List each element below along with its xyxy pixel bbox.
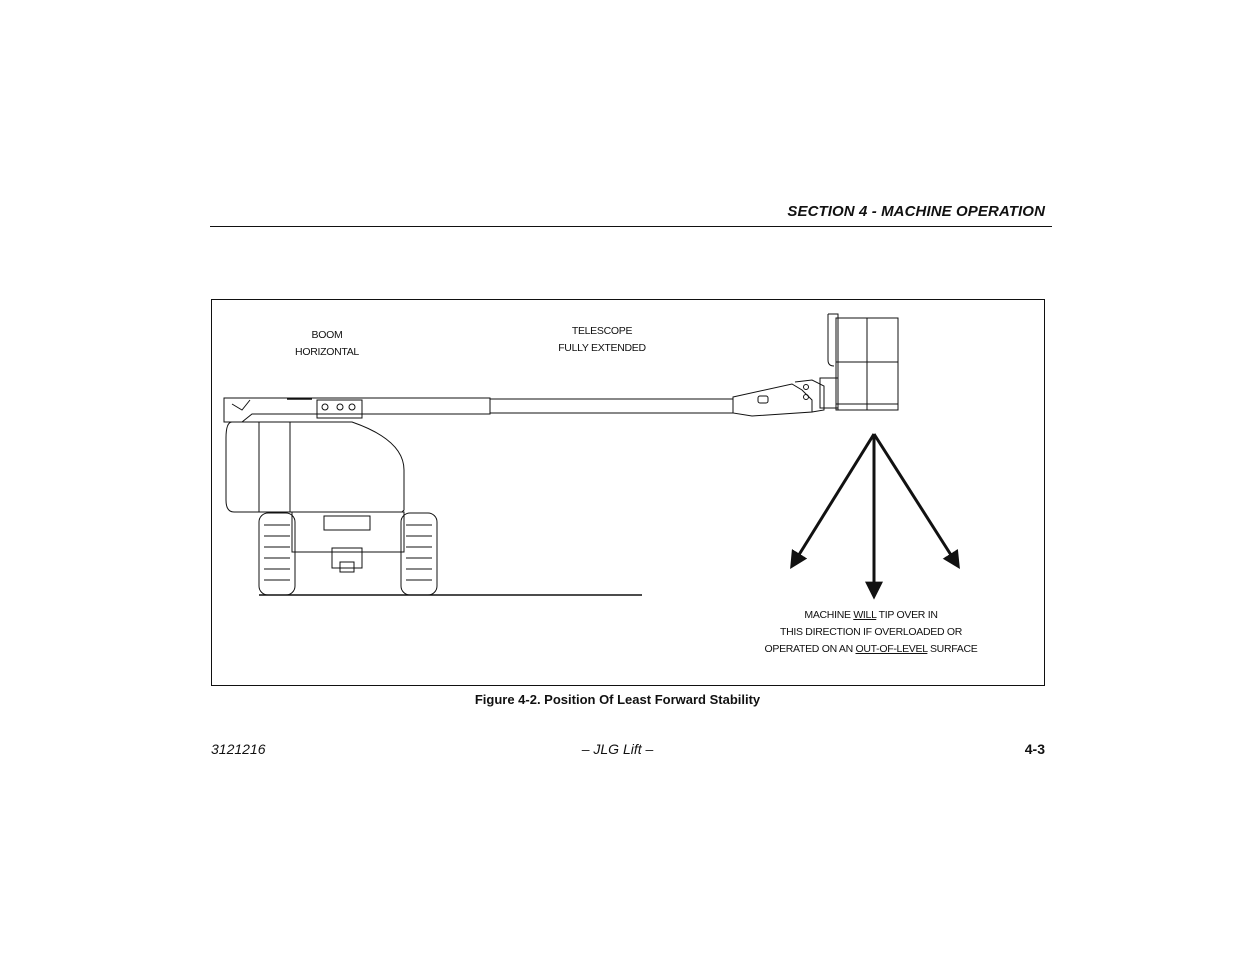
figure-frame [211,299,1045,686]
footer-brand: – JLG Lift – [581,741,654,757]
section-title: SECTION 4 - MACHINE OPERATION [787,203,1045,220]
rear-wheel [259,513,295,595]
tip-arrow-left [792,434,874,566]
tip-over-warning: MACHINE WILL TIP OVER IN THIS DIRECTION IF OVERLOADED OR OPERATED ON AN OUT-OF-LEVEL SURFACE [764,609,978,655]
telescope-section [490,399,733,413]
chassis [292,512,404,552]
front-wheel [401,513,437,595]
header-rule [210,226,1052,227]
doc-number: 3121216 [211,741,266,757]
tip-arrow-right [874,434,958,566]
page-number: 4-3 [1024,741,1045,757]
figure-caption: Figure 4-2. Position Of Least Forward Stability [474,692,761,707]
boom-tip [733,384,812,416]
telescope-extended-label: TELESCOPE FULLY EXTENDED [558,325,646,354]
boom-horizontal-label: BOOM HORIZONTAL [295,329,359,358]
turntable [226,422,404,512]
tip-over-arrows [792,434,958,596]
